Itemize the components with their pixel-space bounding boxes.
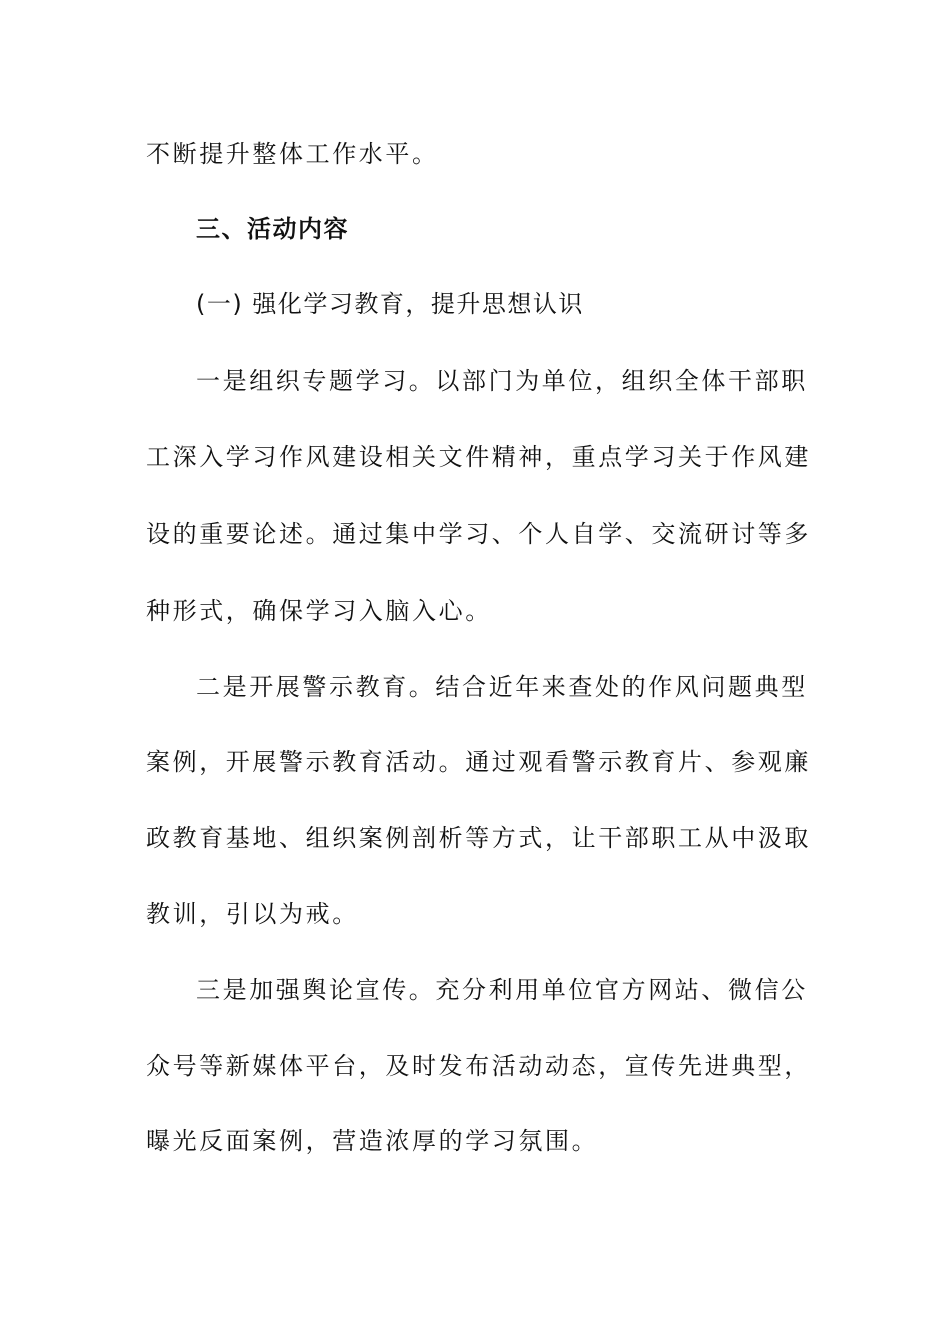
paragraph-line: 工深入学习作风建设相关文件精神，重点学习关于作风建 xyxy=(146,443,811,471)
paragraph-line: 众号等新媒体平台，及时发布活动动态，宣传先进典型， xyxy=(146,1052,811,1080)
continuation-text: 不断提升整体工作水平。 xyxy=(146,140,439,168)
paragraph-line: 教训，引以为戒。 xyxy=(146,900,359,928)
paragraph-line: 一是组织专题学习。以部门为单位，组织全体干部职 xyxy=(196,367,808,395)
paragraph-line: 三是加强舆论宣传。充分利用单位官方网站、微信公 xyxy=(196,976,808,1004)
paragraph-line: 二是开展警示教育。结合近年来查处的作风问题典型 xyxy=(196,673,808,701)
paragraph-line: 种形式，确保学习入脑入心。 xyxy=(146,597,492,625)
subsection-heading: (一) 强化学习教育，提升思想认识 xyxy=(196,290,584,318)
paragraph-line: 政教育基地、组织案例剖析等方式，让干部职工从中汲取 xyxy=(146,824,811,852)
paragraph-line: 设的重要论述。通过集中学习、个人自学、交流研讨等多 xyxy=(146,520,811,548)
section-heading: 三、活动内容 xyxy=(196,215,349,243)
paragraph-line: 案例，开展警示教育活动。通过观看警示教育片、参观廉 xyxy=(146,748,811,776)
paragraph-line: 曝光反面案例，营造浓厚的学习氛围。 xyxy=(146,1127,599,1155)
